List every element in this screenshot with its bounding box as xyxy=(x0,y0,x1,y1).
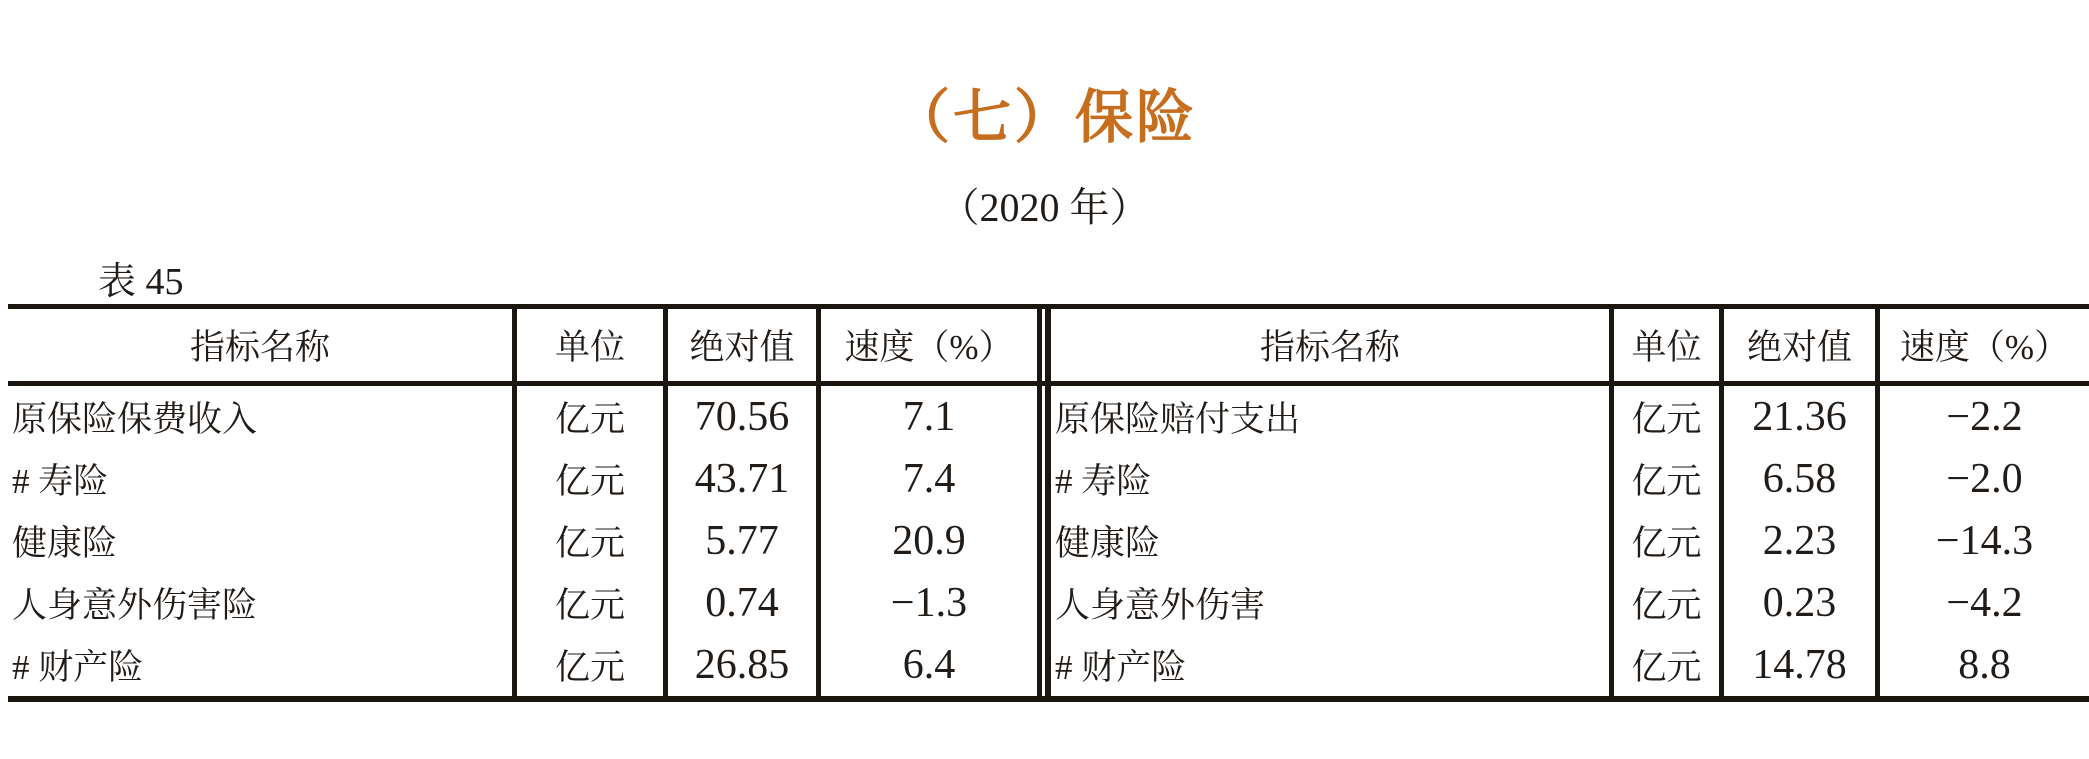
table-number-label: 表 45 xyxy=(98,261,184,303)
absolute-value-cell: 2.23 xyxy=(1719,510,1875,572)
speed-cell: 7.4 xyxy=(816,448,1037,510)
absolute-value-cell: 6.58 xyxy=(1719,448,1875,510)
speed-cell: 8.8 xyxy=(1875,634,2089,696)
section-title: （七）保险 xyxy=(891,85,1197,150)
unit-cell: 亿元 xyxy=(512,448,663,510)
unit-cell: 亿元 xyxy=(1609,510,1719,572)
unit-cell: 亿元 xyxy=(512,572,663,634)
absolute-value-cell: 21.36 xyxy=(1719,386,1875,448)
indicator-name-cell: 原保险赔付支出 xyxy=(1055,400,1301,439)
indicator-name-cell: # 寿险 xyxy=(1055,462,1152,501)
indicator-name-cell: 健康险 xyxy=(1055,524,1161,563)
absolute-value-cell: 43.71 xyxy=(663,448,816,510)
absolute-value-cell: 0.74 xyxy=(663,572,816,634)
table-half-divider xyxy=(1037,309,1051,696)
unit-cell: 亿元 xyxy=(1609,572,1719,634)
year-subtitle: （2020 年） xyxy=(939,185,1150,230)
header-absolute-value: 绝对值 xyxy=(1719,309,1875,386)
unit-cell: 亿元 xyxy=(512,510,663,572)
header-separator-line xyxy=(8,381,2089,386)
absolute-value-cell: 5.77 xyxy=(663,510,816,572)
speed-cell: 6.4 xyxy=(816,634,1037,696)
speed-cell: −4.2 xyxy=(1875,572,2089,634)
indicator-name-cell: # 财产险 xyxy=(12,648,144,687)
speed-cell: −1.3 xyxy=(816,572,1037,634)
indicator-name-cell: # 财产险 xyxy=(1055,648,1187,687)
speed-cell: −2.0 xyxy=(1875,448,2089,510)
header-absolute-value: 绝对值 xyxy=(663,309,816,386)
unit-cell: 亿元 xyxy=(512,634,663,696)
indicator-name-cell: 健康险 xyxy=(12,524,118,563)
indicator-name-cell: 人身意外伤害险 xyxy=(12,586,258,625)
header-speed-percent: 速度（%） xyxy=(816,309,1037,386)
header-indicator-name: 指标名称 xyxy=(1259,328,1400,367)
absolute-value-cell: 0.23 xyxy=(1719,572,1875,634)
indicator-name-cell: 人身意外伤害 xyxy=(1055,586,1266,625)
header-indicator-name: 指标名称 xyxy=(189,328,330,367)
unit-cell: 亿元 xyxy=(1609,386,1719,448)
absolute-value-cell: 14.78 xyxy=(1719,634,1875,696)
speed-cell: −2.2 xyxy=(1875,386,2089,448)
indicator-name-cell: # 寿险 xyxy=(12,462,109,501)
insurance-statistics-table xyxy=(8,304,2089,702)
header-unit: 单位 xyxy=(1609,309,1719,386)
unit-cell: 亿元 xyxy=(1609,448,1719,510)
unit-cell: 亿元 xyxy=(512,386,663,448)
speed-cell: 20.9 xyxy=(816,510,1037,572)
indicator-name-cell: 原保险保费收入 xyxy=(12,400,258,439)
speed-cell: 7.1 xyxy=(816,386,1037,448)
unit-cell: 亿元 xyxy=(1609,634,1719,696)
absolute-value-cell: 70.56 xyxy=(663,386,816,448)
speed-cell: −14.3 xyxy=(1875,510,2089,572)
absolute-value-cell: 26.85 xyxy=(663,634,816,696)
header-unit: 单位 xyxy=(512,309,663,386)
header-speed-percent: 速度（%） xyxy=(1875,309,2089,386)
